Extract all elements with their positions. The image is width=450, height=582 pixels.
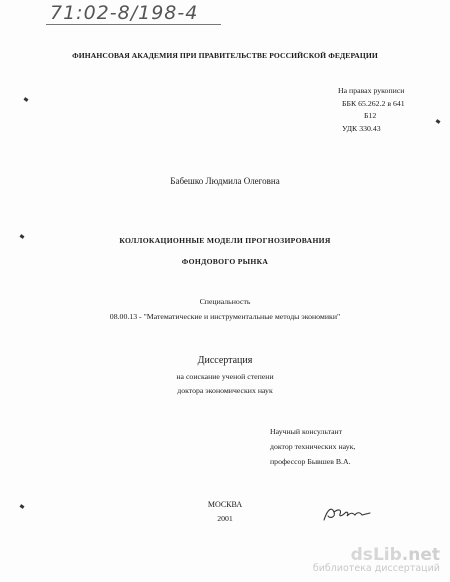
author-name: Бабешко Людмила Олеговна xyxy=(170,176,280,186)
watermark-subtitle: библиотека диссертаций xyxy=(312,563,440,574)
watermark-logo xyxy=(313,545,440,565)
watermark xyxy=(313,545,440,574)
watermark-lib: Lib xyxy=(372,545,402,565)
degree-line-1: на соискание ученой степени xyxy=(176,372,274,381)
degree-line-2: доктора экономических наук xyxy=(177,386,273,395)
watermark-net: .net xyxy=(401,545,440,565)
year: 2001 xyxy=(217,514,233,523)
handwritten-underline xyxy=(46,24,221,25)
scan-mark xyxy=(436,119,441,124)
consultant-label: Научный консультант xyxy=(270,427,343,436)
consultant-degree: доктор технических наук, xyxy=(270,442,356,451)
specialty-code: 08.00.13 - "Математические и инструментальные методы экономики" xyxy=(109,312,341,321)
city: МОСКВА xyxy=(207,500,243,509)
manuscript-rights-line: На правах рукописи xyxy=(338,86,405,95)
scientific-consultant-block xyxy=(270,424,355,469)
consultant-name: профессор Бывшев В.А. xyxy=(270,457,351,466)
bbk-code: ББК 65.262.2 в 641 xyxy=(342,98,405,108)
scan-mark xyxy=(24,97,29,102)
udk-code: УДК 330.43 xyxy=(342,123,381,133)
shelf-code: Б12 xyxy=(364,111,377,120)
specialty-label: Специальность xyxy=(199,297,251,306)
signature-image xyxy=(322,504,372,524)
dissertation-heading: Диссертация xyxy=(197,355,253,366)
watermark-ds: ds xyxy=(350,545,373,565)
dissertation-title-line-2: ФОНДОВОГО РЫНКА xyxy=(181,257,269,266)
organization-header: ФИНАНСОВАЯ АКАДЕМИЯ ПРИ ПРАВИТЕЛЬСТВЕ РОССИЙСКОЙ ФЕДЕРАЦИИ xyxy=(72,51,378,60)
manuscript-classification-block xyxy=(338,85,405,135)
handwritten-archive-code: 71:02-8/198-4 xyxy=(50,2,199,24)
dissertation-title-line-1: КОЛЛОКАЦИОННЫЕ МОДЕЛИ ПРОГНОЗИРОВАНИЯ xyxy=(119,236,331,245)
